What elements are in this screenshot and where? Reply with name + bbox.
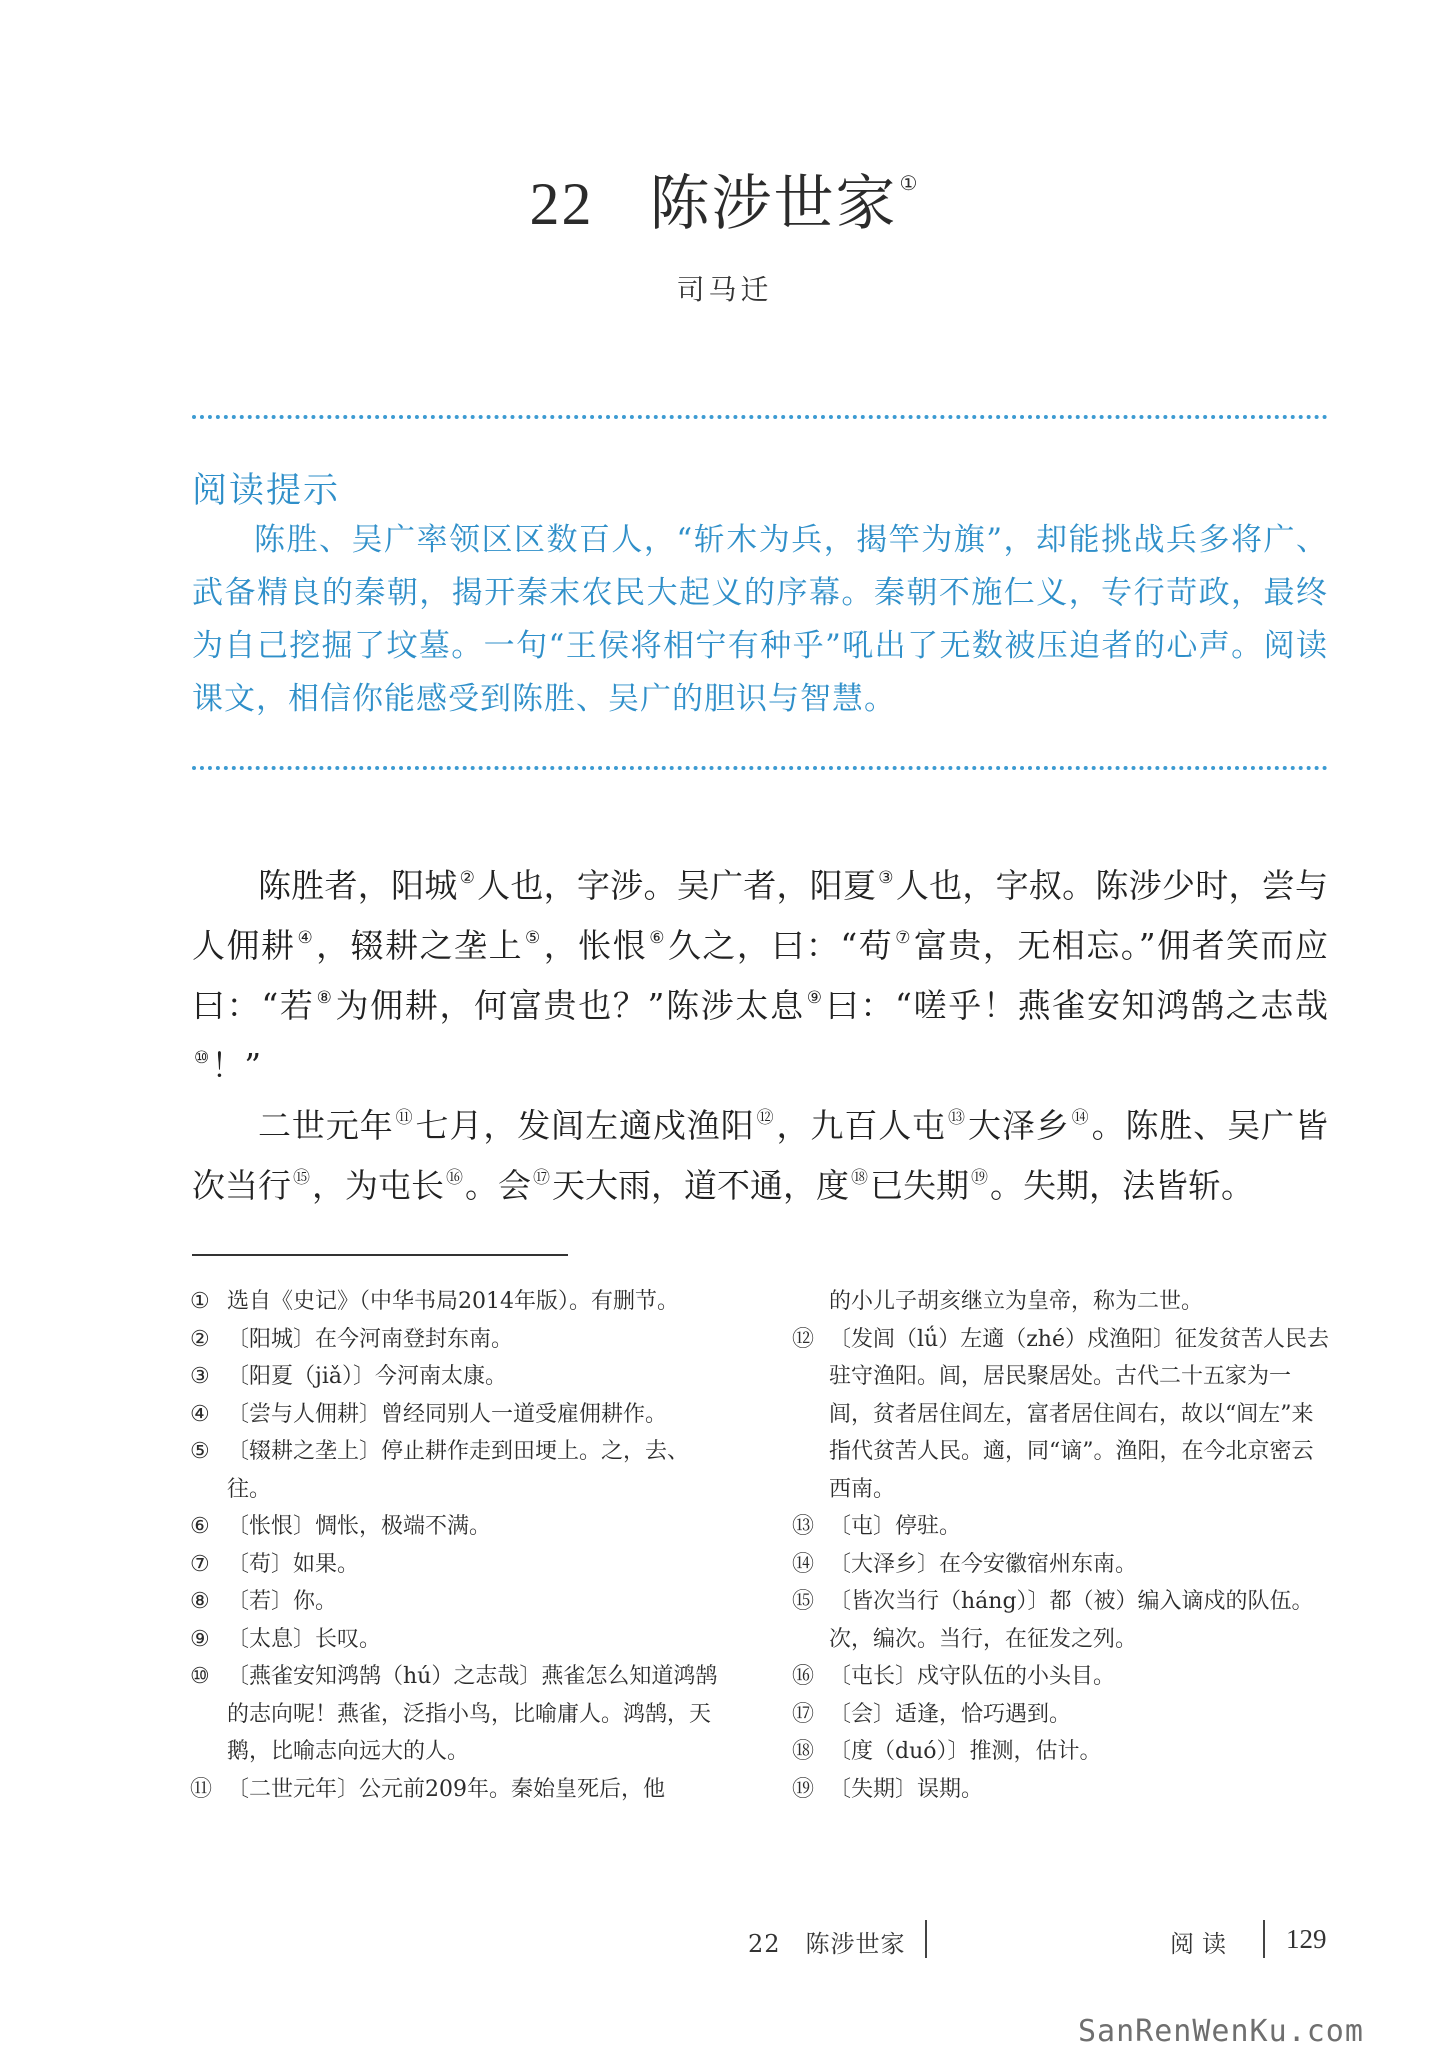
text-run: 曰：“嗟乎！燕雀安知鸿鹄之志哉 — [825, 986, 1328, 1025]
footnote-19 — [792, 1771, 1330, 1809]
footnote-text: 〔二世元年〕公元前209年。秦始皇死后，他 — [227, 1776, 665, 1802]
text-run: 二世元年 — [258, 1106, 394, 1145]
text-run: 。失期，法皆斩。 — [990, 1166, 1254, 1205]
footnote-11 — [190, 1771, 730, 1809]
footnote-ref: ⑰ — [533, 1168, 550, 1188]
footnote-text: 〔阳夏（jiǎ）〕今河南太康。 — [227, 1364, 507, 1389]
footnote-16 — [792, 1658, 1330, 1696]
text-run: 。陈胜、吴广皆次当行 — [192, 1106, 1328, 1205]
watermark: SanRenWenKu.com — [1078, 2014, 1364, 2049]
footnote-mark: ⑰ — [792, 1701, 815, 1727]
footnote-text: 〔燕雀安知鸿鹄（hú）之志哉〕燕雀怎么知道鸿鹄的志向呢！燕雀，泛指小鸟，比喻庸人。鸿鹄，天鹅，比喻志向远大的人。 — [227, 1664, 718, 1764]
footnote-text: 〔若〕你。 — [227, 1589, 338, 1614]
footnote-3 — [190, 1358, 730, 1396]
footnote-text: 〔屯长〕戍守队伍的小头目。 — [829, 1664, 1116, 1689]
footnote-text: 〔发闾（lǘ）左適（zhé）戍渔阳〕征发贫苦人民去驻守渔阳。闾，居民聚居处。古代二十五家为一闾，贫者居住闾左，富者居住闾右，故以“闾左”来指代贫苦人民。適，同“谪”。渔阳，在今北京密云西南。 — [829, 1326, 1329, 1502]
text-run: ，怅恨 — [543, 926, 648, 965]
footnote-ref: ⑦ — [895, 928, 912, 948]
footnote-1 — [190, 1283, 730, 1321]
text-run: 人也，字叔。陈涉少时，尝与人佣耕 — [192, 866, 1328, 965]
reading-tip-heading: 阅读提示 — [192, 471, 341, 511]
footnote-11-continued: 的小儿子胡亥继立为皇帝，称为二世。 — [829, 1289, 1204, 1314]
footnote-mark: ③ — [190, 1364, 210, 1389]
footnote-ref: ⑫ — [756, 1108, 775, 1128]
footnote-6 — [190, 1508, 730, 1546]
reading-tip-paragraph: 陈胜、吴广率领区区数百人，“斩木为兵，揭竿为旗”，却能挑战兵多将广、武备精良的秦朝，揭开秦末农民大起义的序幕。秦朝不施仁义，专行苛政，最终为自己挖掘了坟墓。一句“王侯将相宁有种乎”吼出了无数被压迫者的心声。阅读课文，相信你能感受到陈胜、吴广的胆识与智慧。 — [192, 522, 1328, 717]
footnote-text: 〔失期〕误期。 — [829, 1776, 984, 1802]
footnote-mark: ⑧ — [190, 1589, 210, 1614]
lesson-number: 22 — [529, 171, 594, 237]
footer-separator — [1263, 1920, 1265, 1958]
footnote-text: 〔皆次当行（háng）〕都（被）编入谪戍的队伍。次，编次。当行，在征发之列。 — [829, 1589, 1314, 1652]
footnote-mark: ⑫ — [792, 1326, 815, 1352]
footnote-15 — [792, 1583, 1330, 1658]
footnote-text: 〔度（duó）〕推测，估计。 — [829, 1739, 1102, 1764]
footnote-mark: ⑲ — [792, 1776, 815, 1802]
text-run: 七月，发闾左適戍渔阳 — [415, 1106, 755, 1145]
footnote-ref: ⑲ — [971, 1168, 988, 1188]
footnote-ref: ⑯ — [446, 1168, 463, 1188]
text-run: 人也，字涉。吴广者，阳夏 — [477, 866, 877, 905]
footnote-mark: ① — [190, 1289, 210, 1314]
footnote-ref: ⑧ — [316, 988, 334, 1008]
text-run: 大泽乡 — [967, 1106, 1070, 1145]
footnote-text: 〔阳城〕在今河南登封东南。 — [227, 1326, 514, 1352]
body-paragraph-1 — [192, 852, 1328, 1092]
footnote-mark: ⑮ — [792, 1589, 815, 1614]
title-footnote-mark: ① — [899, 171, 920, 195]
dotted-divider-bottom — [192, 766, 1328, 770]
footnote-ref: ⑮ — [293, 1168, 310, 1188]
footer-separator — [925, 1920, 927, 1958]
footnote-13 — [792, 1508, 1330, 1546]
dotted-divider-top — [192, 415, 1328, 419]
footnote-text: 〔大泽乡〕在今安徽宿州东南。 — [829, 1551, 1138, 1577]
footnote-ref: ⑪ — [395, 1108, 414, 1128]
footnote-mark: ⑨ — [190, 1626, 210, 1652]
text-run: ，九百人屯 — [776, 1106, 947, 1145]
footnote-17 — [792, 1696, 1330, 1734]
page-number: 129 — [1286, 1924, 1327, 1954]
text-run: ！” — [211, 1046, 262, 1085]
footnote-text: 〔屯〕停驻。 — [829, 1514, 962, 1539]
footnote-text: 〔怅恨〕惆怅，极端不满。 — [227, 1514, 492, 1539]
footnote-ref: ⑭ — [1071, 1108, 1090, 1128]
main-text — [192, 852, 1328, 1212]
footnote-18 — [792, 1733, 1330, 1771]
footnote-ref: ⑩ — [194, 1048, 210, 1068]
footnote-mark: ② — [190, 1326, 210, 1352]
text-run: 富贵，无相忘。”佣者笑而应曰：“若 — [192, 926, 1329, 1025]
footer-lesson-label: 22 陈涉世家 — [748, 1930, 906, 1958]
text-run: ，辍耕之垄上 — [316, 926, 524, 965]
footer-section: 阅读 — [1170, 1930, 1234, 1958]
footnote-ref: ⑬ — [948, 1108, 966, 1128]
footnote-text: 〔尝与人佣耕〕曾经同别人一道受雇佣耕作。 — [227, 1401, 668, 1427]
footnote-mark: ⑩ — [190, 1664, 210, 1689]
footnote-text: 〔太息〕长叹。 — [227, 1626, 382, 1652]
text-run: 。会 — [465, 1166, 531, 1205]
footnote-mark: ⑥ — [190, 1514, 210, 1539]
footnote-text: 〔苟〕如果。 — [227, 1551, 360, 1577]
lesson-title-text: 陈涉世家 — [649, 169, 898, 239]
footnote-5 — [190, 1433, 730, 1508]
footnote-12 — [792, 1321, 1330, 1509]
footnote-9 — [190, 1621, 730, 1659]
text-run: ，为屯长 — [312, 1166, 444, 1205]
footnote-10 — [190, 1658, 730, 1771]
footnote-text: 〔辍耕之垄上〕停止耕作走到田埂上。之，去、往。 — [227, 1439, 690, 1502]
footnote-ref: ④ — [297, 928, 315, 948]
footnote-mark: ⑦ — [190, 1551, 210, 1577]
footnote-mark: ⑯ — [792, 1664, 815, 1689]
footnote-ref: ⑥ — [649, 928, 666, 948]
text-run: 天大雨，道不通，度 — [552, 1166, 849, 1205]
footnote-mark: ⑭ — [792, 1551, 815, 1577]
footnote-7 — [190, 1546, 730, 1584]
footnote-mark: ④ — [190, 1401, 210, 1427]
footnotes-left-column — [190, 1283, 730, 1808]
author: 司马迁 — [676, 273, 773, 306]
footnote-mark: ⑱ — [792, 1739, 815, 1764]
footnote-text: 选自《史记》（中华书局2014年版）。有删节。 — [227, 1289, 679, 1314]
lesson-title — [0, 148, 1449, 239]
footnote-ref: ⑱ — [851, 1168, 868, 1188]
footnote-ref: ② — [459, 868, 476, 888]
reading-tip-text — [192, 514, 1328, 726]
footnote-ref: ⑨ — [806, 988, 824, 1008]
footnote-ref: ⑤ — [525, 928, 542, 948]
footnote-mark: ⑤ — [190, 1439, 210, 1464]
footnote-4 — [190, 1396, 730, 1434]
footnotes-right-column — [792, 1283, 1330, 1808]
text-run: 为佣耕，何富贵也？”陈涉太息 — [335, 986, 805, 1025]
text-run: 久之，曰：“苟 — [667, 926, 894, 965]
footnote-mark: ⑪ — [190, 1776, 213, 1802]
footnote-14 — [792, 1546, 1330, 1584]
footnote-rule — [192, 1254, 568, 1256]
text-run: 陈胜者，阳城 — [258, 866, 458, 905]
footnote-2 — [190, 1321, 730, 1359]
footnote-mark: ⑬ — [792, 1514, 815, 1539]
text-run: 已失期 — [870, 1166, 969, 1205]
footnote-8 — [190, 1583, 730, 1621]
footnote-ref: ③ — [878, 868, 894, 888]
body-paragraph-2 — [192, 1092, 1328, 1212]
footnote-text: 〔会〕适逢，恰巧遇到。 — [829, 1701, 1072, 1727]
